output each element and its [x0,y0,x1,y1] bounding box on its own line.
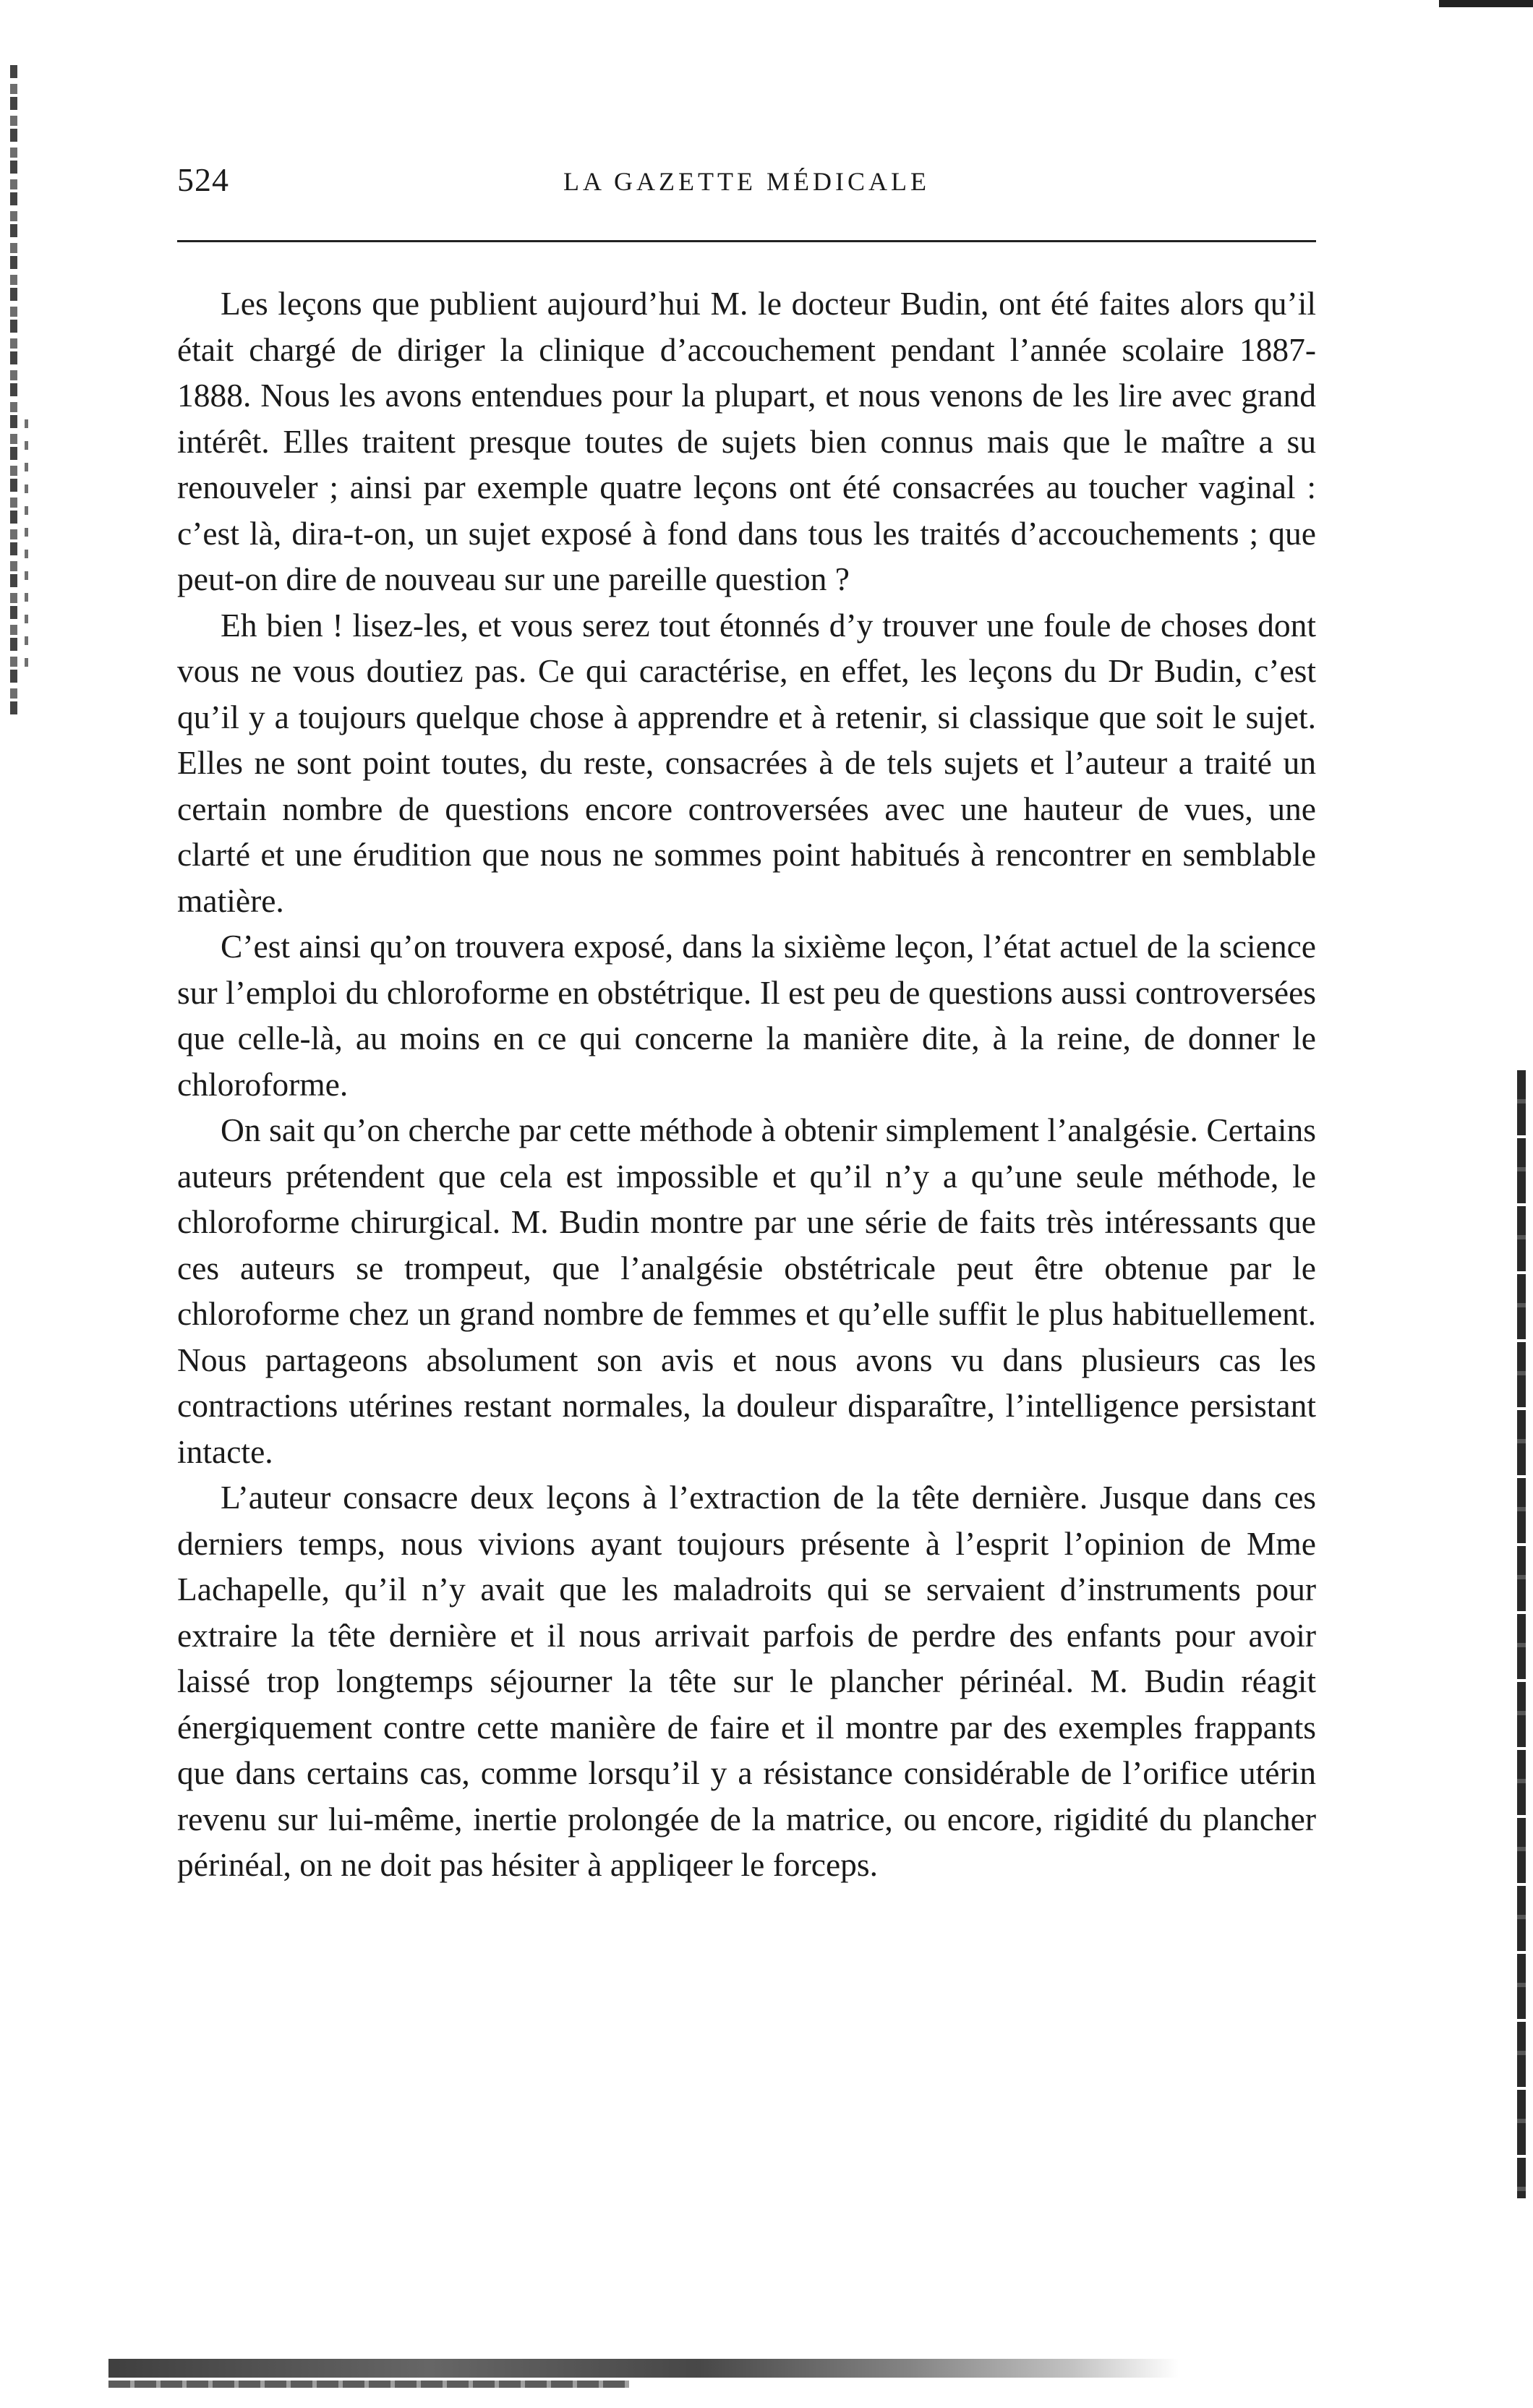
page-header [177,161,1316,211]
running-title: LA GAZETTE MÉDICALE [563,167,930,196]
header-rule [177,240,1316,242]
scan-artifact-left [10,65,17,716]
paragraph: Les leçons que publient aujourd’hui M. le docteur Budin, ont été faites alors qu’il était chargé de diriger la clinique d’accouchement pendant l’année scolaire 1887-1888. Nous les avons entendues pour la plupart, et nous venons de les lire avec grand intérêt. Elles traitent presque toutes de sujets bien connus mais que le maître a su renouveler ; ainsi par exemple quatre leçons ont été consacrées au toucher vaginal : c’est là, dira-t-on, un sujet exposé à fond dans tous les traités d’accouchements ; que peut-on dire de nouveau sur une pareille question ? [177,285,1316,597]
scan-artifact-right [1517,1070,1526,2198]
paragraph: Eh bien ! lisez-les, et vous serez tout étonnés d’y trouver une foule de choses dont vous ne vous doutiez pas. Ce qui caractérise, en effet, les leçons du Dr Budin, c’est qu’il y a toujours quelque chose à apprendre et à retenir, si classique que soit le sujet. Elles ne sont point toutes, du reste, consacrées à de tels sujets et l’auteur a traité un certain nombre de questions encore controversées avec une hauteur de vues, une clarté et une érudition que nous ne sommes point habitués à rencontrer en semblable matière. [177,606,1316,919]
scan-artifact-bottom-strip [108,2381,629,2388]
paragraph: C’est ainsi qu’on trouvera exposé, dans la sixième leçon, l’état actuel de la science sur l’emploi du chloroforme en obstétrique. Il est peu de questions aussi controversées que celle-là, au moins en ce qui concerne la manière dite, à la reine, de donner le chloroforme. [177,928,1316,1103]
paragraph: L’auteur consacre deux leçons à l’extraction de la tête dernière. Jusque dans ces derniers temps, nous vivions ayant toujours présente à l’esprit l’opinion de Mme Lachapelle, qu’il n’y avait que les maladroits qui se servaient d’instruments pour extraire la tête dernière et il nous arrivait parfois de perdre des enfants pour avoir laissé trop longtemps séjourner la tête sur le plancher périnéal. M. Budin réagit énergiquement contre cette manière de faire et il montre par des exemples frappants que dans certains cas, comme lorsqu’il y a résistance considérable de l’orifice utérin revenu sur lui-même, inertie prolongée de la matrice, ou encore, rigidité du plancher périnéal, on ne doit pas hésiter à appliqeer le forceps. [177,1479,1316,1883]
paragraph: On sait qu’on cherche par cette méthode à obtenir simplement l’analgésie. Certains auteurs prétendent que cela est impossible et qu’il n’y a qu’une seule méthode, le chloroforme chirurgical. M. Budin montre par une série de faits très intéressants que ces auteurs se trompeut, que l’analgésie obstétricale peut être obtenue par le chloroforme chez un grand nombre de femmes et qu’elle suffit le plus habituellement. Nous partageons absolument son avis et nous avons vu dans plusieurs cas les contractions utérines restant normales, la douleur disparaître, l’intelligence persistant intacte. [177,1111,1316,1470]
scan-artifact-top [1439,0,1533,7]
article-body [177,281,1316,1888]
scan-artifact-left-inner [25,419,28,680]
scan-artifact-bottom [108,2359,1179,2378]
page-number: 524 [177,161,229,198]
